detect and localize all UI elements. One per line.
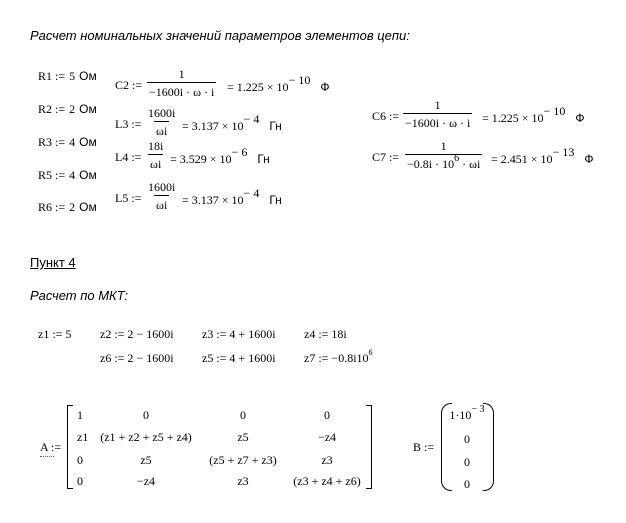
impedance-z2: z2 := 2 − 1600i xyxy=(100,327,174,341)
resistor-value: 5 xyxy=(69,69,76,83)
resistor-value: 2 xyxy=(69,200,76,214)
method-heading: Расчет по МКТ: xyxy=(30,288,129,303)
fraction xyxy=(147,68,216,98)
matrix-cell: z3 xyxy=(237,474,249,488)
equation-result xyxy=(491,145,594,167)
impedance-z7-base: z7 := −0.8i10 xyxy=(304,351,369,365)
impedance-z3: z3 := 4 + 1600i xyxy=(202,327,276,341)
equation-lhs: L3 := xyxy=(115,117,142,131)
vector-cell: 0 xyxy=(464,432,470,446)
result-unit: Гн xyxy=(257,152,270,166)
resistor-value: 4 xyxy=(69,135,76,149)
resistor-r3 xyxy=(38,134,97,150)
equation-result xyxy=(227,73,330,95)
denominator: −1600i · ω · i xyxy=(403,113,472,129)
matrix-cell: z5 xyxy=(140,453,152,467)
matrix-cell: (z5 + z7 + z3) xyxy=(209,453,277,467)
right-parenthesis xyxy=(483,403,494,491)
numerator: 1 xyxy=(178,67,185,81)
matrix-cell: −z4 xyxy=(317,430,337,444)
impedance-z7-exponent: 6 xyxy=(368,348,373,357)
matrix-cell: 0 xyxy=(324,408,330,422)
matrix-cell: z3 xyxy=(321,453,333,467)
resistor-unit: Ом xyxy=(79,168,97,182)
fraction xyxy=(146,107,177,137)
equation-lhs: L5 := xyxy=(115,191,142,205)
result-mantissa: = 3.529 × 10 xyxy=(170,152,232,166)
matrix-cell: z1 xyxy=(77,430,89,444)
resistor-unit: Ом xyxy=(79,135,97,149)
denominator: ωi xyxy=(154,195,169,211)
result-mantissa: = 1.225 × 10 xyxy=(227,80,289,94)
impedance-z7 xyxy=(304,348,373,365)
numerator: 1600i xyxy=(148,180,176,194)
result-exponent: − 13 xyxy=(552,145,575,159)
impedance-z6: z6 := 2 − 1600i xyxy=(100,351,174,365)
subsection-title: Пункт 4 xyxy=(30,255,76,270)
fraction xyxy=(405,140,482,170)
vector-cell-exponent: − 3 xyxy=(471,404,485,415)
matrix-lhs: A := xyxy=(40,440,62,454)
result-unit: Ф xyxy=(575,111,585,125)
result-exponent: − 4 xyxy=(243,186,260,200)
result-exponent: − 10 xyxy=(288,73,311,87)
vector-lhs: B := xyxy=(413,440,435,454)
matrix-cell: z5 xyxy=(237,430,249,444)
resistor-r5 xyxy=(38,167,97,183)
numerator: 1 xyxy=(434,98,441,112)
denominator: ωi xyxy=(148,154,163,170)
denominator: ωi xyxy=(154,121,169,137)
resistor-label: R2 := xyxy=(38,102,66,116)
numerator: 1600i xyxy=(148,106,176,120)
matrix-cell: 0 xyxy=(143,408,149,422)
denominator: −1600i · ω · i xyxy=(147,82,216,98)
vector-cell: 0 xyxy=(464,455,470,469)
equation-result xyxy=(182,112,282,134)
resistor-unit: Ом xyxy=(79,102,97,116)
equation-lhs: C7 := xyxy=(372,150,400,164)
numerator: 1 xyxy=(440,139,447,153)
equation-lhs: C2 := xyxy=(115,78,143,92)
left-bracket xyxy=(67,405,73,489)
result-mantissa: = 2.451 × 10 xyxy=(491,152,553,166)
denominator-part: · ωi xyxy=(462,157,481,171)
result-exponent: − 4 xyxy=(243,112,260,126)
resistor-label: R3 := xyxy=(38,135,66,149)
numerator: 18i xyxy=(148,139,164,153)
impedance-z4: z4 := 18i xyxy=(304,327,347,341)
matrix-cell: (z3 + z4 + z6) xyxy=(293,474,361,488)
equation-lhs: L4 := xyxy=(115,150,142,164)
result-mantissa: = 3.137 × 10 xyxy=(182,119,244,133)
fraction xyxy=(146,181,177,211)
matrix-cell: 0 xyxy=(240,408,246,422)
result-mantissa: = 1.225 × 10 xyxy=(482,111,544,125)
equation-result xyxy=(482,104,585,126)
fraction xyxy=(403,99,472,129)
impedance-z1: z1 := 5 xyxy=(38,327,72,341)
result-exponent: − 10 xyxy=(543,104,566,118)
equation-lhs: C6 := xyxy=(372,109,400,123)
right-bracket xyxy=(366,405,372,489)
result-unit: Гн xyxy=(269,193,282,207)
result-unit: Ф xyxy=(320,80,330,94)
matrix-cell: 0 xyxy=(77,474,83,488)
fraction xyxy=(146,140,165,170)
result-exponent: − 6 xyxy=(231,145,248,159)
resistor-label: R1 := xyxy=(38,69,66,83)
result-unit: Ф xyxy=(584,152,594,166)
resistor-value: 2 xyxy=(69,102,76,116)
equation-result xyxy=(170,145,270,167)
resistor-value: 4 xyxy=(69,168,76,182)
result-unit: Гн xyxy=(269,119,282,133)
matrix-cell: 0 xyxy=(77,453,83,467)
denominator-part: −0.8i · 10 xyxy=(407,157,455,171)
resistor-label: R6 := xyxy=(38,200,66,214)
resistor-r6 xyxy=(38,199,97,215)
vector-cell: 0 xyxy=(464,477,470,491)
impedance-z5: z5 := 4 + 1600i xyxy=(202,351,276,365)
resistor-unit: Ом xyxy=(79,200,97,214)
vector-cell xyxy=(449,404,485,422)
section-heading: Расчет номинальных значений параметров элементов цепи: xyxy=(30,28,410,43)
spellcheck-underline xyxy=(40,453,54,457)
denominator-exponent: 6 xyxy=(454,153,460,164)
resistor-r2 xyxy=(38,101,97,117)
equation-result xyxy=(182,186,282,208)
resistor-r1 xyxy=(38,68,97,84)
matrix-cell: (z1 + z2 + z5 + z4) xyxy=(100,430,192,444)
resistor-unit: Ом xyxy=(79,69,97,83)
matrix-cell: 1 xyxy=(77,408,83,422)
resistor-label: R5 := xyxy=(38,168,66,182)
matrix-cell: −z4 xyxy=(136,474,156,488)
denominator xyxy=(405,154,482,170)
vector-cell-base: 1·10 xyxy=(449,408,472,422)
result-mantissa: = 3.137 × 10 xyxy=(182,193,244,207)
